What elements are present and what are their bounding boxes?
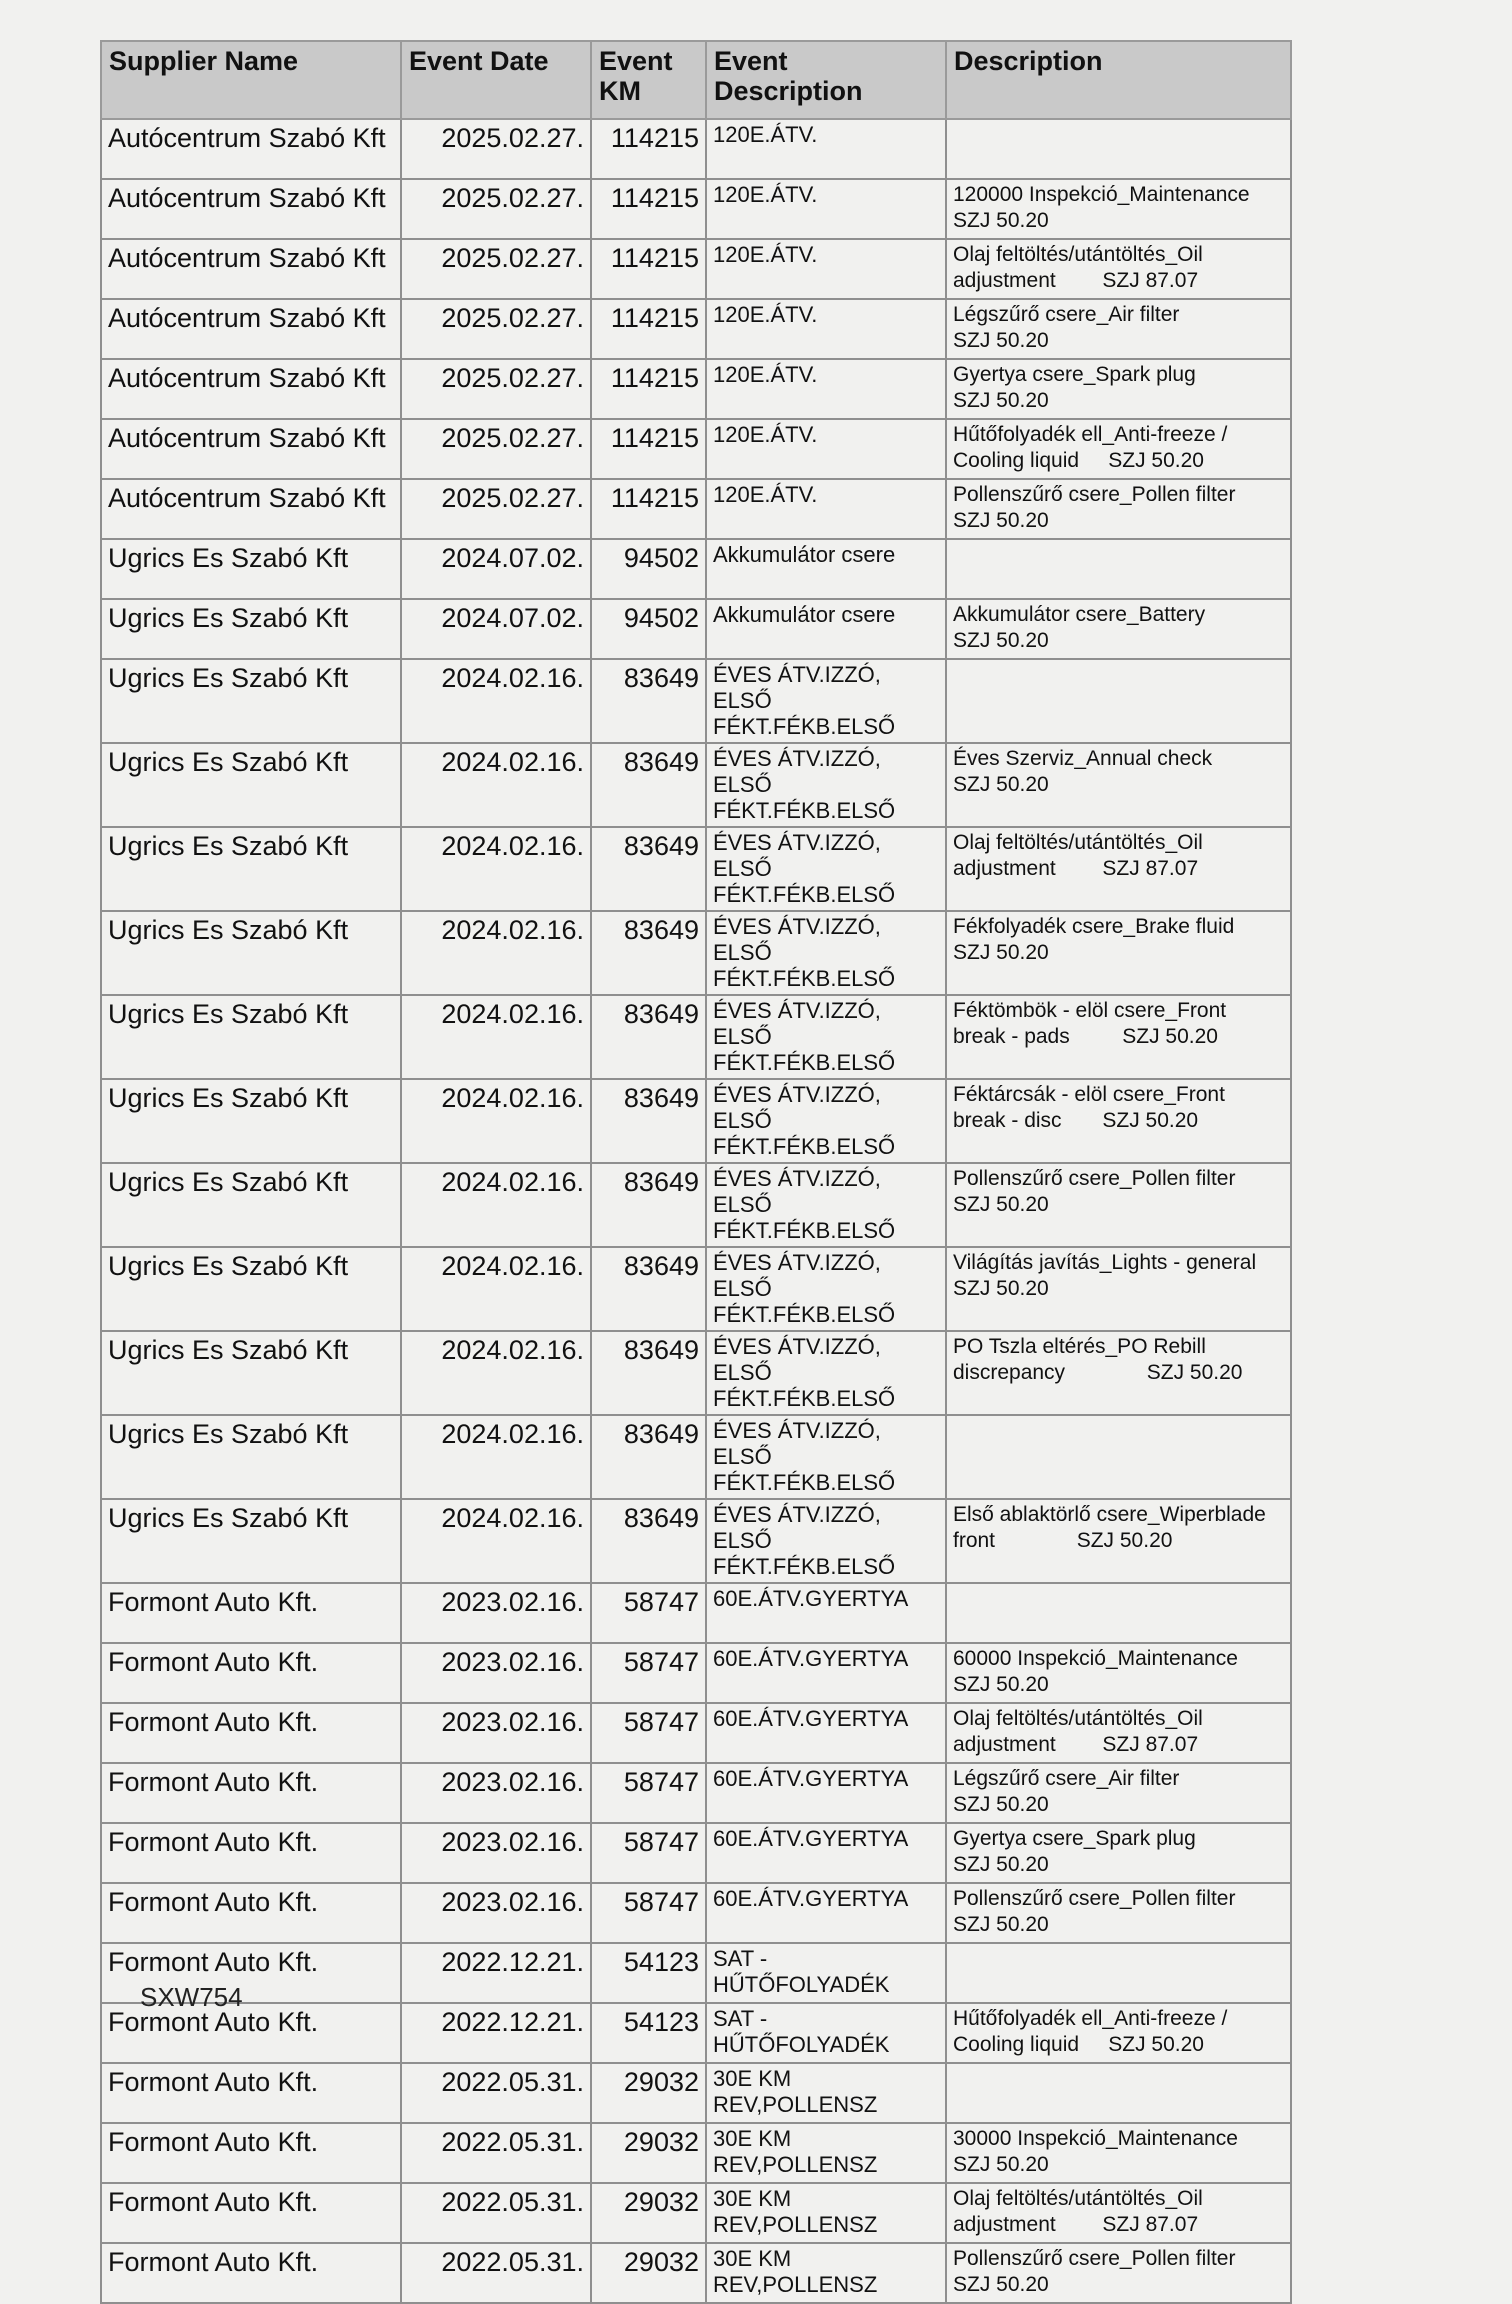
description-cell [946, 599, 1291, 659]
event-km-cell: 83649 [591, 659, 706, 743]
supplier-name-cell: Autócentrum Szabó Kft [101, 359, 401, 419]
table-row [101, 1943, 1291, 2003]
supplier-name-cell: Formont Auto Kft. [101, 1823, 401, 1883]
description-line-2: front SZJ 50.20 [953, 1529, 1173, 1552]
table-row [101, 2063, 1291, 2123]
description-cell [946, 2183, 1291, 2243]
event-km-cell: 83649 [591, 1331, 706, 1415]
description-cell [946, 479, 1291, 539]
description-line-2: SZJ 50.20 [953, 209, 1049, 232]
event-description-cell: 120E.ÁTV. [706, 359, 946, 419]
description-line-2: SZJ 50.20 [953, 389, 1049, 412]
description-cell [946, 2003, 1291, 2063]
description-cell [946, 539, 1291, 599]
event-date-cell: 2024.02.16. [401, 1079, 591, 1163]
description-line-2: SZJ 50.20 [953, 329, 1049, 352]
description-cell [946, 1763, 1291, 1823]
supplier-name-cell: Formont Auto Kft. [101, 2123, 401, 2183]
description-cell [946, 1499, 1291, 1583]
supplier-name-cell: Autócentrum Szabó Kft [101, 119, 401, 179]
event-date-cell: 2024.02.16. [401, 1499, 591, 1583]
table-row [101, 1415, 1291, 1499]
event-date-cell: 2024.02.16. [401, 1247, 591, 1331]
event-km-cell: 58747 [591, 1703, 706, 1763]
event-km-cell: 94502 [591, 539, 706, 599]
event-km-cell: 83649 [591, 743, 706, 827]
description-cell [946, 1415, 1291, 1499]
event-km-cell: 83649 [591, 1415, 706, 1499]
supplier-name-cell: Ugrics Es Szabó Kft [101, 1499, 401, 1583]
description-line-1: Hűtőfolyadék ell_Anti-freeze / [953, 2007, 1228, 2030]
table-row [101, 1499, 1291, 1583]
event-date-cell: 2025.02.27. [401, 479, 591, 539]
supplier-name-cell: Autócentrum Szabó Kft [101, 419, 401, 479]
event-date-cell: 2023.02.16. [401, 1703, 591, 1763]
description-cell [946, 299, 1291, 359]
event-date-cell: 2023.02.16. [401, 1763, 591, 1823]
event-description-cell: ÉVES ÁTV.IZZÓ, ELSŐ FÉKT.FÉKB.ELSŐ [706, 1331, 946, 1415]
description-line-1: Féktömbök - elöl csere_Front [953, 999, 1227, 1022]
table-row [101, 1583, 1291, 1643]
event-description-cell: 120E.ÁTV. [706, 419, 946, 479]
table-row [101, 419, 1291, 479]
event-km-cell: 114215 [591, 299, 706, 359]
description-line-1: Fékfolyadék csere_Brake fluid [953, 915, 1235, 938]
event-km-cell: 29032 [591, 2243, 706, 2303]
table-row [101, 1643, 1291, 1703]
event-date-cell: 2024.02.16. [401, 1163, 591, 1247]
supplier-name-cell: Ugrics Es Szabó Kft [101, 911, 401, 995]
event-km-cell: 58747 [591, 1763, 706, 1823]
event-description-cell: 30E KM REV,POLLENSZ [706, 2183, 946, 2243]
description-line-1: Olaj feltöltés/utántöltés_Oil [953, 831, 1203, 854]
supplier-name-cell: Formont Auto Kft. [101, 2183, 401, 2243]
event-date-cell: 2024.02.16. [401, 1415, 591, 1499]
description-line-1: Olaj feltöltés/utántöltés_Oil [953, 2187, 1203, 2210]
description-line-2: SZJ 50.20 [953, 1793, 1049, 1816]
table-row [101, 2123, 1291, 2183]
description-line-2: SZJ 50.20 [953, 1673, 1049, 1696]
event-description-cell: 30E KM REV,POLLENSZ [706, 2063, 946, 2123]
description-line-2: adjustment SZJ 87.07 [953, 857, 1199, 880]
table-row [101, 599, 1291, 659]
event-description-cell: 60E.ÁTV.GYERTYA [706, 1763, 946, 1823]
description-cell [946, 1331, 1291, 1415]
description-cell [946, 827, 1291, 911]
description-cell [946, 359, 1291, 419]
description-line-2: adjustment SZJ 87.07 [953, 269, 1199, 292]
event-description-cell: ÉVES ÁTV.IZZÓ, ELSŐ FÉKT.FÉKB.ELSŐ [706, 1247, 946, 1331]
event-km-cell: 83649 [591, 995, 706, 1079]
table-row [101, 2243, 1291, 2303]
description-line-1: Pollenszűrő csere_Pollen filter [953, 2247, 1236, 2270]
event-km-cell: 114215 [591, 419, 706, 479]
description-line-2: break - disc SZJ 50.20 [953, 1109, 1199, 1132]
event-description-cell: 120E.ÁTV. [706, 119, 946, 179]
event-date-cell: 2023.02.16. [401, 1823, 591, 1883]
description-cell [946, 119, 1291, 179]
supplier-name-cell: Ugrics Es Szabó Kft [101, 1163, 401, 1247]
description-line-2: adjustment SZJ 87.07 [953, 1733, 1199, 1756]
event-description-cell: 60E.ÁTV.GYERTYA [706, 1643, 946, 1703]
description-line-1: Légszűrő csere_Air filter [953, 303, 1180, 326]
description-line-2: SZJ 50.20 [953, 1277, 1049, 1300]
event-description-cell: 120E.ÁTV. [706, 479, 946, 539]
description-line-1: Pollenszűrő csere_Pollen filter [953, 483, 1236, 506]
event-date-cell: 2024.07.02. [401, 539, 591, 599]
event-description-cell: Akkumulátor csere [706, 599, 946, 659]
event-km-cell: 58747 [591, 1583, 706, 1643]
description-cell [946, 1823, 1291, 1883]
supplier-name-cell: Formont Auto Kft. [101, 1943, 401, 2003]
description-line-2: Cooling liquid SZJ 50.20 [953, 2033, 1204, 2056]
description-cell [946, 743, 1291, 827]
header-supplier-name: Supplier Name [101, 41, 401, 119]
supplier-name-cell: Ugrics Es Szabó Kft [101, 743, 401, 827]
supplier-name-cell: Formont Auto Kft. [101, 1763, 401, 1823]
supplier-name-cell: Ugrics Es Szabó Kft [101, 1247, 401, 1331]
event-date-cell: 2022.05.31. [401, 2183, 591, 2243]
description-cell [946, 1643, 1291, 1703]
supplier-name-cell: Autócentrum Szabó Kft [101, 239, 401, 299]
event-km-cell: 83649 [591, 1247, 706, 1331]
table-row [101, 995, 1291, 1079]
description-line-2: SZJ 50.20 [953, 773, 1049, 796]
table-row [101, 659, 1291, 743]
event-km-cell: 114215 [591, 119, 706, 179]
table-row [101, 2183, 1291, 2243]
description-line-1: Olaj feltöltés/utántöltés_Oil [953, 1707, 1203, 1730]
description-line-1: Pollenszűrő csere_Pollen filter [953, 1887, 1236, 1910]
event-date-cell: 2025.02.27. [401, 239, 591, 299]
event-description-cell: 120E.ÁTV. [706, 179, 946, 239]
description-line-1: Olaj feltöltés/utántöltés_Oil [953, 243, 1203, 266]
table-row [101, 239, 1291, 299]
description-line-1: Pollenszűrő csere_Pollen filter [953, 1167, 1236, 1190]
event-km-cell: 114215 [591, 179, 706, 239]
supplier-name-cell: Ugrics Es Szabó Kft [101, 1079, 401, 1163]
description-cell [946, 1247, 1291, 1331]
event-description-cell: 30E KM REV,POLLENSZ [706, 2243, 946, 2303]
description-cell [946, 179, 1291, 239]
event-date-cell: 2024.02.16. [401, 1331, 591, 1415]
event-km-cell: 83649 [591, 1163, 706, 1247]
table-row [101, 911, 1291, 995]
event-description-cell: 60E.ÁTV.GYERTYA [706, 1883, 946, 1943]
header-event-description: Event Description [706, 41, 946, 119]
document-reference-code: SXW754 [140, 1982, 243, 2012]
event-date-cell: 2024.02.16. [401, 995, 591, 1079]
event-date-cell: 2024.02.16. [401, 911, 591, 995]
event-description-cell: ÉVES ÁTV.IZZÓ, ELSŐ FÉKT.FÉKB.ELSŐ [706, 827, 946, 911]
table-header-row [101, 41, 1291, 119]
table-row [101, 479, 1291, 539]
header-description: Description [946, 41, 1291, 119]
event-date-cell: 2024.02.16. [401, 827, 591, 911]
table-row [101, 1079, 1291, 1163]
supplier-name-cell: Autócentrum Szabó Kft [101, 479, 401, 539]
event-km-cell: 83649 [591, 1079, 706, 1163]
event-description-cell: ÉVES ÁTV.IZZÓ, ELSŐ FÉKT.FÉKB.ELSŐ [706, 659, 946, 743]
supplier-name-cell: Ugrics Es Szabó Kft [101, 1331, 401, 1415]
event-description-cell: 30E KM REV,POLLENSZ [706, 2123, 946, 2183]
event-km-cell: 58747 [591, 1883, 706, 1943]
description-cell [946, 995, 1291, 1079]
event-km-cell: 114215 [591, 239, 706, 299]
event-km-cell: 83649 [591, 911, 706, 995]
event-description-cell: 60E.ÁTV.GYERTYA [706, 1823, 946, 1883]
table-row [101, 1163, 1291, 1247]
event-description-cell: SAT - HŰTŐFOLYADÉK [706, 1943, 946, 2003]
description-line-1: Első ablaktörlő csere_Wiperblade [953, 1503, 1266, 1526]
description-cell [946, 1883, 1291, 1943]
table-row [101, 179, 1291, 239]
table-body [101, 119, 1291, 2303]
description-line-1: Gyertya csere_Spark plug [953, 363, 1196, 386]
header-event-km: Event KM [591, 41, 706, 119]
supplier-name-cell: Formont Auto Kft. [101, 2243, 401, 2303]
event-date-cell: 2022.12.21. [401, 1943, 591, 2003]
description-line-1: Féktárcsák - elöl csere_Front [953, 1083, 1225, 1106]
event-km-cell: 83649 [591, 1499, 706, 1583]
supplier-name-cell: Formont Auto Kft. [101, 2063, 401, 2123]
supplier-name-cell: Autócentrum Szabó Kft [101, 299, 401, 359]
event-date-cell: 2023.02.16. [401, 1883, 591, 1943]
event-date-cell: 2022.05.31. [401, 2063, 591, 2123]
event-description-cell: ÉVES ÁTV.IZZÓ, ELSŐ FÉKT.FÉKB.ELSŐ [706, 1499, 946, 1583]
event-date-cell: 2022.12.21. [401, 2003, 591, 2063]
description-line-1: PO Tszla eltérés_PO Rebill [953, 1335, 1206, 1358]
description-cell [946, 2243, 1291, 2303]
table-row [101, 743, 1291, 827]
supplier-name-cell: Ugrics Es Szabó Kft [101, 659, 401, 743]
table-row [101, 359, 1291, 419]
event-date-cell: 2024.02.16. [401, 659, 591, 743]
description-line-1: 120000 Inspekció_Maintenance [953, 183, 1250, 206]
supplier-name-cell: Ugrics Es Szabó Kft [101, 995, 401, 1079]
event-km-cell: 83649 [591, 827, 706, 911]
event-km-cell: 54123 [591, 2003, 706, 2063]
event-date-cell: 2022.05.31. [401, 2243, 591, 2303]
description-cell [946, 2123, 1291, 2183]
description-cell [946, 239, 1291, 299]
event-date-cell: 2025.02.27. [401, 119, 591, 179]
table-row [101, 119, 1291, 179]
event-date-cell: 2025.02.27. [401, 299, 591, 359]
description-line-1: Légszűrő csere_Air filter [953, 1767, 1180, 1790]
description-line-2: SZJ 50.20 [953, 941, 1049, 964]
description-cell [946, 1079, 1291, 1163]
table-row [101, 1247, 1291, 1331]
event-date-cell: 2025.02.27. [401, 179, 591, 239]
description-line-1: 60000 Inspekció_Maintenance [953, 1647, 1238, 1670]
description-line-2: SZJ 50.20 [953, 1853, 1049, 1876]
supplier-name-cell: Formont Auto Kft. [101, 1643, 401, 1703]
description-line-2: SZJ 50.20 [953, 509, 1049, 532]
table-row [101, 1883, 1291, 1943]
table-row [101, 1823, 1291, 1883]
table-row [101, 299, 1291, 359]
description-line-2: Cooling liquid SZJ 50.20 [953, 449, 1204, 472]
description-line-1: 30000 Inspekció_Maintenance [953, 2127, 1238, 2150]
event-description-cell: 60E.ÁTV.GYERTYA [706, 1703, 946, 1763]
table-row [101, 827, 1291, 911]
description-line-2: SZJ 50.20 [953, 2153, 1049, 2176]
table-row [101, 1703, 1291, 1763]
event-km-cell: 29032 [591, 2063, 706, 2123]
description-cell [946, 1583, 1291, 1643]
description-cell [946, 659, 1291, 743]
event-date-cell: 2024.07.02. [401, 599, 591, 659]
event-date-cell: 2024.02.16. [401, 743, 591, 827]
description-cell [946, 419, 1291, 479]
supplier-name-cell: Ugrics Es Szabó Kft [101, 827, 401, 911]
event-km-cell: 29032 [591, 2183, 706, 2243]
event-date-cell: 2023.02.16. [401, 1583, 591, 1643]
event-km-cell: 58747 [591, 1823, 706, 1883]
description-line-2: SZJ 50.20 [953, 1913, 1049, 1936]
supplier-name-cell: Formont Auto Kft. [101, 1703, 401, 1763]
event-date-cell: 2023.02.16. [401, 1643, 591, 1703]
supplier-name-cell: Ugrics Es Szabó Kft [101, 599, 401, 659]
supplier-name-cell: Formont Auto Kft. [101, 2003, 401, 2063]
description-line-1: Akkumulátor csere_Battery [953, 603, 1206, 626]
description-line-2: SZJ 50.20 [953, 629, 1049, 652]
event-date-cell: 2025.02.27. [401, 359, 591, 419]
service-history-table [100, 40, 1292, 2304]
event-description-cell: 120E.ÁTV. [706, 239, 946, 299]
description-cell [946, 1943, 1291, 2003]
description-cell [946, 1703, 1291, 1763]
event-date-cell: 2022.05.31. [401, 2123, 591, 2183]
table-row [101, 539, 1291, 599]
event-km-cell: 114215 [591, 479, 706, 539]
supplier-name-cell: Formont Auto Kft. [101, 1883, 401, 1943]
event-description-cell: 60E.ÁTV.GYERTYA [706, 1583, 946, 1643]
event-km-cell: 54123 [591, 1943, 706, 2003]
event-km-cell: 94502 [591, 599, 706, 659]
event-description-cell: ÉVES ÁTV.IZZÓ, ELSŐ FÉKT.FÉKB.ELSŐ [706, 911, 946, 995]
description-line-2: discrepancy SZJ 50.20 [953, 1361, 1243, 1384]
event-km-cell: 29032 [591, 2123, 706, 2183]
event-km-cell: 58747 [591, 1643, 706, 1703]
table-row [101, 1331, 1291, 1415]
event-km-cell: 114215 [591, 359, 706, 419]
description-line-1: Gyertya csere_Spark plug [953, 1827, 1196, 1850]
description-line-1: Világítás javítás_Lights - general [953, 1251, 1257, 1274]
event-description-cell: ÉVES ÁTV.IZZÓ, ELSŐ FÉKT.FÉKB.ELSŐ [706, 1079, 946, 1163]
event-description-cell: SAT - HŰTŐFOLYADÉK [706, 2003, 946, 2063]
header-event-date: Event Date [401, 41, 591, 119]
supplier-name-cell: Ugrics Es Szabó Kft [101, 1415, 401, 1499]
description-line-1: Éves Szerviz_Annual check [953, 747, 1213, 770]
description-cell [946, 1163, 1291, 1247]
event-description-cell: ÉVES ÁTV.IZZÓ, ELSŐ FÉKT.FÉKB.ELSŐ [706, 1163, 946, 1247]
description-line-1: Hűtőfolyadék ell_Anti-freeze / [953, 423, 1228, 446]
event-description-cell: Akkumulátor csere [706, 539, 946, 599]
supplier-name-cell: Formont Auto Kft. [101, 1583, 401, 1643]
description-line-2: adjustment SZJ 87.07 [953, 2213, 1199, 2236]
description-line-2: SZJ 50.20 [953, 1193, 1049, 1216]
table-row [101, 2003, 1291, 2063]
event-description-cell: ÉVES ÁTV.IZZÓ, ELSŐ FÉKT.FÉKB.ELSŐ [706, 743, 946, 827]
event-description-cell: ÉVES ÁTV.IZZÓ, ELSŐ FÉKT.FÉKB.ELSŐ [706, 1415, 946, 1499]
event-description-cell: 120E.ÁTV. [706, 299, 946, 359]
description-cell [946, 911, 1291, 995]
description-cell [946, 2063, 1291, 2123]
event-description-cell: ÉVES ÁTV.IZZÓ, ELSŐ FÉKT.FÉKB.ELSŐ [706, 995, 946, 1079]
event-date-cell: 2025.02.27. [401, 419, 591, 479]
supplier-name-cell: Autócentrum Szabó Kft [101, 179, 401, 239]
description-line-2: SZJ 50.20 [953, 2273, 1049, 2296]
supplier-name-cell: Ugrics Es Szabó Kft [101, 539, 401, 599]
table-row [101, 1763, 1291, 1823]
description-line-2: break - pads SZJ 50.20 [953, 1025, 1218, 1048]
service-history-sheet [100, 40, 1290, 2304]
